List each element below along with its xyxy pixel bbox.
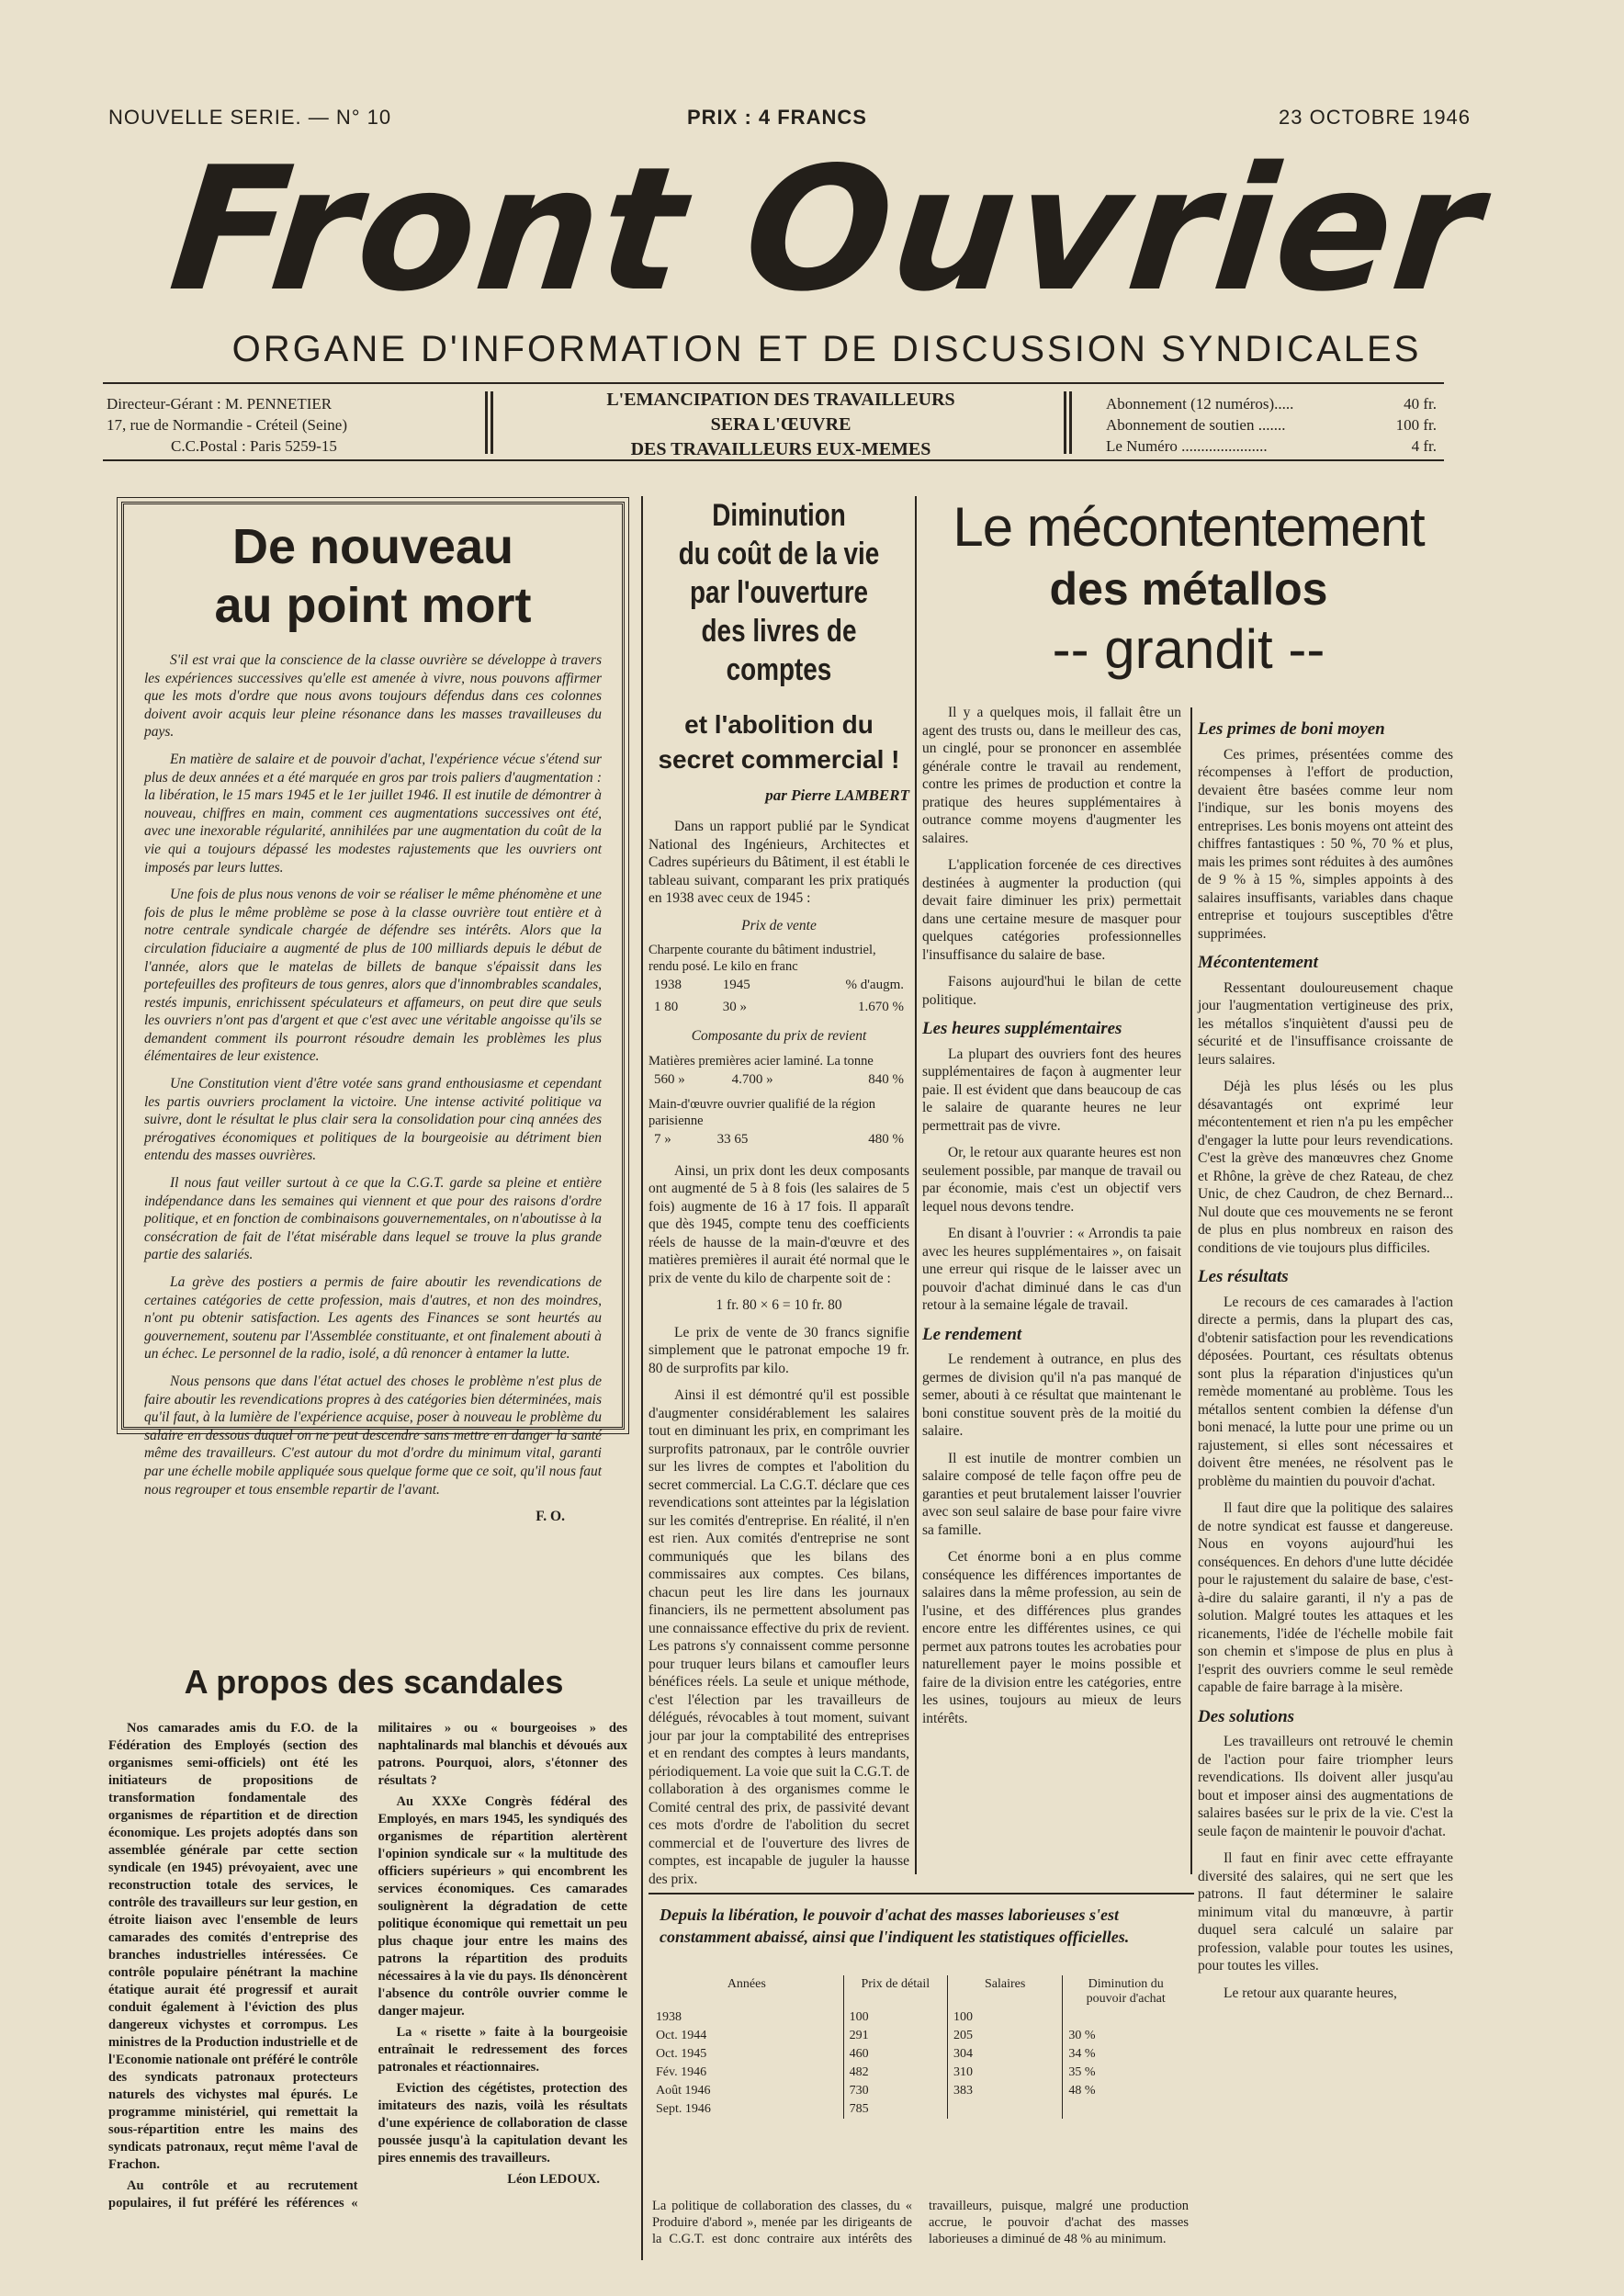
- table-header-cell: Prix de détail: [843, 1975, 947, 2008]
- table-header-cell: 1945: [722, 978, 750, 992]
- paragraph: S'il est vrai que la conscience de la classe ouvrière se développe à travers les expériences successives qu'elle est amenée à vivre, nous pouvons affirmer que les mots d'ordre que nous avons toujours défendus dans ces colonnes doivent avoir acquis leur pleine résonance dans les masses travailleuses du pays.: [144, 652, 602, 741]
- table-item: Charpente courante du bâtiment industriel, rendu posé. Le kilo en franc: [648, 943, 876, 974]
- paragraph: Au contrôle et au recrutement populaires, il fut préféré les références « militaires » ou « bourgeoises » des naphtalinards mal blanchis et dévoués aux patrons. Pourquoi, alors, s'étonner des résultats ?: [108, 1721, 627, 2211]
- editorial-title-line: au point mort: [214, 578, 532, 633]
- table-title: Composante du prix de revient: [691, 1028, 867, 1044]
- metallos-column-1: [922, 704, 1181, 1736]
- cost-title: [651, 496, 908, 689]
- paragraph: Dans un rapport publié par le Syndicat National des Ingénieurs, Architectes et Cadres supérieurs du Bâtiment, il est établi le tableau suivant, comparant les prix pratiqués en 1938 avec ceux de 1945 :: [648, 819, 909, 906]
- paragraph: L'application forcenée de ces directives destinées à augmenter la production (qui devait faire diminuer les prix) permettait dans une certaine mesure de masquer pour quelques catégories professionnelles l'insuffisance du salaire de base.: [922, 857, 1181, 963]
- table-cell: 4.700 »: [731, 1071, 773, 1087]
- paragraph: Ressentant douloureusement chaque jour l'augmentation vertigineuse des prix, les métallos s'inquiètent d'aussi peu de sécurité et de l'insuffisance croissante de leurs salaires.: [1198, 979, 1453, 1068]
- table-cell: [1063, 2008, 1189, 2027]
- table-cell: 1938: [656, 2010, 682, 2024]
- masthead-subtitle: ORGANE D'INFORMATION ET DE DISCUSSION SYNDICALES: [231, 329, 1422, 369]
- table-cell: Oct. 1945: [656, 2047, 707, 2061]
- table-cell: [947, 2100, 1062, 2119]
- table-item: Main-d'œuvre ouvrier qualifié de la région parisienne: [648, 1097, 876, 1128]
- paragraph: Le prix de vente de 30 francs signifie simplement que le patronat empoche 19 fr. 80 de surprofits par kilo.: [648, 1324, 909, 1376]
- table-row: [648, 1069, 909, 1091]
- paragraph: En matière de salaire et de pouvoir d'achat, l'expérience vécue s'étend sur plus de deux années et a été marquée en gros par trois paliers d'augmentation : la libération, le 15 mars 1945 et le 1er juillet 1946. Il est inutile de démontrer à nouveau, chiffres en main, comment ces augmentations successives ont été, avec une inexorable régularité, annihilées par une augmentation du coût de la vie qui a toujours dépassé les modestes rajustements que les ouvriers ont imposés par leurs luttes.: [144, 751, 602, 876]
- divider: [491, 391, 493, 454]
- paragraph: La « risette » faite à la bourgeoisie entraînait le redressement des forces patronales et réactionnaires.: [378, 2025, 627, 2075]
- table-cell: 100: [947, 2008, 1062, 2027]
- series-number: NOUVELLE SERIE. — N° 10: [108, 106, 392, 129]
- table-cell: 34 %: [1063, 2045, 1189, 2064]
- table-cell: 460: [843, 2045, 947, 2064]
- table-row: [650, 2082, 1189, 2100]
- masthead-title: Front Ouvrier: [162, 130, 1492, 329]
- subscription-info: [1106, 393, 1437, 457]
- motto-line: DES TRAVAILLEURS EUX-MEMES: [630, 439, 931, 459]
- table-cell: 785: [843, 2100, 947, 2119]
- issue-date: 23 OCTOBRE 1946: [1279, 106, 1472, 129]
- director-info: [107, 393, 474, 457]
- section-heading: Les heures supplémentaires: [922, 1019, 1122, 1038]
- table-cell: 304: [947, 2045, 1062, 2064]
- paragraph: Eviction des cégétistes, protection des imitateurs des nazis, voilà les résultats d'une expérience de collaboration de classe poussée jusqu'à la capitulation devant les pires ennemis des travailleurs.: [378, 2081, 627, 2166]
- subscription-label: Abonnement (12 numéros).....: [1106, 395, 1294, 413]
- editorial-box: [121, 502, 625, 1525]
- table-cell: 1 80: [654, 999, 679, 1014]
- table-cell: 30 »: [722, 999, 748, 1014]
- paragraph: Il est inutile de montrer combien un salaire composé de telle façon offre peu de garanties et peut brutalement laisser l'ouvrier avec son seul salaire de base pour faire vivre sa famille.: [922, 1450, 1181, 1538]
- table-cell: Oct. 1944: [656, 2029, 707, 2042]
- metallos-title-line3: -- grandit --: [1052, 618, 1325, 680]
- cost-of-living-article: [648, 496, 909, 1897]
- formula: 1 fr. 80 × 6 = 10 fr. 80: [716, 1297, 842, 1313]
- paragraph: Cet énorme boni a en plus comme conséquence les différences importantes de salaires dans la même profession, au sein de l'usine, et des différences plus grandes encore entre les différentes usines, ce qui permet aux patrons toutes les acrobaties pour naturellement payer le moins possible et faire de la division entre les catégories, entre les usines, toujours au mieux de leurs intérêts.: [922, 1549, 1181, 1726]
- table-row: [650, 2027, 1189, 2045]
- paragraph: Au XXXe Congrès fédéral des Employés, en mars 1945, les syndiqués des organismes de répartition alertèrent l'opinion syndicale sur « la multitude des officiers supérieurs » qui encombrent les services économiques. Ces camarades soulignèrent la dégradation de cette politique économique qui remettait un peu plus chaque jour entre les mains des patrons la répartition des produits nécessaires à la vie du pays. Ils dénoncèrent l'absence du contrôle ouvrier comme le danger majeur.: [378, 1794, 627, 2019]
- cost-title-line: Diminution: [712, 498, 846, 533]
- paragraph: La plupart des ouvriers font des heures supplémentaires de façon à augmenter leur paie. Il est évident que dans beaucoup de cas le salaire de quarante heures ne leur permettrait pas de vivre.: [922, 1046, 1181, 1134]
- table-cell: 291: [843, 2027, 947, 2045]
- scandals-signature: Léon LEDOUX.: [507, 2172, 600, 2187]
- scandals-title: A propos des scandales: [184, 1663, 564, 1701]
- scandals-body: [108, 1720, 627, 2277]
- table-cell: 205: [947, 2027, 1062, 2045]
- paragraph: Déjà les plus lésés ou les plus désavantagés ont exprimé leur mécontentement et rien n'a pu les empêcher d'engager la lutte pour leurs revendications. C'est la grève des manœuvres chez Gnome et Rhône, la grève de chez Rateau, de chez Unic, de chez Caudron, de chez Bernard... Nul doute que ces mouvements ne se feront de plus en plus nombreux en raison des conditions de vie toujours plus difficiles.: [1198, 1079, 1453, 1256]
- subscription-price: 100 fr.: [1395, 416, 1437, 434]
- paragraph: Les travailleurs ont retrouvé le chemin de l'action pour faire triompher leurs revendications. Ils doivent aller jusqu'au bout et imposer ainsi des augmentations de salaires basées sur le prix de la vie. C'est la seule façon de maintenir le pouvoir d'achat.: [1198, 1734, 1453, 1839]
- cost-title-line: secret commercial !: [658, 745, 900, 774]
- paragraph: Le retour aux quarante heures,: [1224, 1985, 1397, 2001]
- table-cell: 730: [843, 2082, 947, 2100]
- table-cell: 48 %: [1063, 2082, 1189, 2100]
- editorial-title-line: De nouveau: [231, 519, 514, 574]
- subscription-price: 4 fr.: [1411, 437, 1437, 455]
- table-header-cell: % d'augm.: [845, 978, 904, 992]
- table-header-row: [650, 1975, 1189, 2008]
- header-rule-top: [103, 382, 1444, 384]
- column-divider: [1190, 707, 1192, 1874]
- table-row: [650, 2045, 1189, 2064]
- subscription-label: Abonnement de soutien .......: [1106, 416, 1286, 434]
- editorial-body: [144, 651, 602, 1526]
- director-name: Directeur-Gérant : M. PENNETIER: [107, 395, 333, 413]
- metallos-title-line2: des métallos: [1049, 563, 1328, 615]
- metallos-column-2: [1198, 709, 1453, 2011]
- table-cell: 840 %: [868, 1071, 904, 1087]
- paragraph: Le recours de ces camarades à l'action directe a permis, dans la plupart des cas, d'obtenir satisfaction pour les revendications déposées. Pourtant, ces résultats obtenus sont plus la réparation d'injustices qu'un remède momentané au problème. Tous les métallos sentent combien la défense d'un boni menacé, la lutte pour une prime ou un rajustement, si elles sont nécessaires et doivent être menées, ne résolvent pas le problème du maintien du pouvoir d'achat.: [1198, 1294, 1453, 1489]
- divider: [485, 391, 488, 454]
- table-row: [650, 2008, 1189, 2027]
- section-heading: Les primes de boni moyen: [1198, 719, 1385, 739]
- cost-title-line: et l'abolition du: [684, 710, 874, 739]
- paragraph: Le rendement à outrance, en plus des germes de division qu'il n'a pas manqué de semer, abouti à ce résultat que maintenant le boni constitue souvent près de la moitié du salaire.: [922, 1352, 1181, 1439]
- price-table: [648, 1069, 909, 1091]
- table-cell: Août 1946: [656, 2084, 711, 2098]
- table-row: [648, 1129, 909, 1151]
- paragraph: Il y a quelques mois, il fallait être un agent des trusts ou, dans le meilleur des cas, un cinglé, pour se prononcer en assemblée générale contre le travail au rendement, contre les primes de production et contre la pratique des heures supplémentaires à outrance comme moyens d'augmenter les salaires.: [922, 705, 1181, 846]
- table-header-row: [648, 975, 909, 997]
- table-header-cell: Années: [727, 1977, 766, 1991]
- paragraph: Il nous faut veiller surtout à ce que la C.G.T. garde sa pleine et entière indépendance dans les semaines qui viennent et que pour des raisons d'ordre politique, et en fonction de combinaisons gouvernementales, on n'aboutisse à la consécration de fait de l'état misérable dans lequel se trouve la plus grande partie des salariés.: [144, 1175, 602, 1263]
- table-title: Prix de vente: [741, 917, 817, 933]
- paragraph: Or, le retour aux quarante heures est non seulement possible, par manque de travail ou par économie, mais c'est un objectif vers lequel nous devons tendre.: [922, 1145, 1181, 1215]
- table-cell: 100: [843, 2008, 947, 2027]
- stat-caption: La politique de collaboration des classes, du « Produire d'abord », menée par les dirigeants de la C.G.T. est donc contraire aux intérêts des travailleurs, puisque, malgré une production accrue, le pouvoir d'achat des masses laborieuses a diminué de 48 % au minimum.: [652, 2199, 1189, 2246]
- cost-title-line: des livres de comptes: [701, 614, 857, 687]
- editorial-signature: F. O.: [536, 1509, 565, 1525]
- price: PRIX : 4 FRANCS: [687, 106, 867, 129]
- section-heading: Des solutions: [1198, 1706, 1295, 1726]
- paragraph: Il faut en finir avec cette effrayante diversité des salaires, qui ne sert que les patrons. Il faut déterminer le salaire minimum vital du manœuvre, à partir duquel sera calculé un salaire par profession, valable pour toutes les usines, pour toutes les villes.: [1198, 1850, 1453, 1974]
- paragraph: Ainsi, un prix dont les deux composants ont augmenté de 5 à 8 fois (les salaires de 5 fois) augmente de 16 à 17 fois. Il apparaît que dès 1945, compte tenu des coefficients réels de hausse de la main-d'œuvre et des matières premières il aurait été normal que le prix de vente du kilo de charpente soit de :: [648, 1162, 909, 1286]
- table-cell: 30 %: [1063, 2027, 1189, 2045]
- motto-line: L'EMANCIPATION DES TRAVAILLEURS: [606, 390, 955, 410]
- postal-account: C.C.Postal : Paris 5259-15: [171, 437, 337, 455]
- table-row: [648, 997, 909, 1019]
- table-cell: 480 %: [868, 1132, 904, 1147]
- byline: par Pierre LAMBERT: [765, 786, 909, 804]
- motto: [514, 388, 1047, 462]
- metallos-headline: [922, 494, 1455, 682]
- divider: [1064, 391, 1066, 454]
- director-address: 17, rue de Normandie - Créteil (Seine): [107, 416, 347, 434]
- cost-body: [648, 818, 909, 1888]
- paragraph: Une Constitution vient d'être votée sans grand enthousiasme et cependant les partis ouvriers proclament la victoire. Une intense activité politique va suivre, dont le résultat le plus clair sera la consolidation pour cinq années des prérogatives économiques et politiques de la bourgeoisie au détriment bien entendu des masses ouvrières.: [144, 1076, 602, 1164]
- table-row: [650, 2064, 1189, 2082]
- table-cell: 482: [843, 2064, 947, 2082]
- divider: [1069, 391, 1072, 454]
- table-cell: 383: [947, 2082, 1062, 2100]
- paragraph: Il faut dire que la politique des salaires de notre syndicat est fausse et dangereuse. Nous en voyons aujourd'hui les conséquences. En dehors d'une lutte décidée pour le rajustement du salaire de base, c'est-à-dire du salaire garanti, il n'y a pas de solution. Malgré toutes les attaques et les ricanements, l'idée de l'échelle mobile fait son chemin et s'impose de plus en plus à l'esprit des ouvriers comme le seul remède capable de faire barrage à la misère.: [1198, 1500, 1453, 1695]
- cost-title-line: du coût de la vie: [678, 537, 880, 571]
- table-cell: 310: [947, 2064, 1062, 2082]
- section-heading: Mécontentement: [1198, 953, 1318, 972]
- table-cell: [1063, 2100, 1189, 2119]
- paragraph: En disant à l'ouvrier : « Arrondis ta paie avec les heures supplémentaires », on faisait une erreur qui risque de le laisser avec un pouvoir d'achat diminué dans le cas d'un retour à la semaine légale de travail.: [922, 1226, 1181, 1313]
- table-cell: 1.670 %: [858, 999, 904, 1014]
- paragraph: Ainsi il est démontré qu'il est possible d'augmenter considérablement les salaires tout en diminuant les prix, en comprimant les surprofits patronaux, par le contrôle ouvrier sur les livres de comptes et l'abolition du secret commercial. La C.G.T. déclare que ces revendications sont atteintes par la législation sur les comités d'entreprise. En réalité, il n'en est rien. Aux comités d'entreprise ne sont communiqués que les bilans des commissaires aux comptes. Ces bilans, chacun peut les lire dans les journaux financiers, ils ne permettent absolument pas une connaissance effective du prix de revient. Les patrons s'y connaissent comme personne pour truquer leurs bilans et camoufler leurs bénéfices réels. La seule et unique méthode, c'est l'élection par les travailleurs de délégués, révocables à tout moment, suivant jour par jour la comptabilité des entreprises et en rendant des comptes à leurs mandants, périodiquement. La voie que suit la C.G.T. de collaboration à des organismes comme le Comité central des prix, de passivité devant ces mots d'ordre de l'abolition du secret commercial et de l'ouverture des livres de comptes, est incapable de juguler la hausse des prix.: [648, 1387, 909, 1887]
- table-header-cell: Salaires: [947, 1975, 1062, 2008]
- table-item: Matières premières acier laminé. La tonne: [648, 1053, 874, 1069]
- table-header-cell: Diminution du pouvoir d'achat: [1063, 1975, 1189, 2008]
- paragraph: La grève des postiers a permis de faire aboutir les revendications de certaines catégories de cette profession, mais d'autres, et non des moindres, n'ont pu obtenir satisfaction. Les agents des Finances se sont heurtés au gouvernement, soutenu par l'Assemblée constituante, et ont finalement abouti à un échec. Le personnel de la radio, isolé, a dû renoncer à entamer la lutte.: [144, 1274, 602, 1363]
- subscription-label: Le Numéro ......................: [1106, 437, 1268, 455]
- table-row: [650, 2100, 1189, 2119]
- table-cell: Sept. 1946: [656, 2102, 711, 2116]
- table-cell: 560 »: [654, 1071, 685, 1087]
- section-heading: Le rendement: [922, 1324, 1022, 1344]
- cost-title-line: par l'ouverture: [689, 575, 869, 610]
- header-rule-bottom: [103, 459, 1444, 461]
- paragraph: Nos camarades amis du F.O. de la Fédération des Employés (section des organismes semi-officiels) ont été les initiateurs de propositions de transformation fondamentale des organismes de répartition et de direction économique. Les projets adoptés dans son assemblée générale par cette section syndicale (en 1945) prévoyaient, avec une reconstruction totale des services, le contrôle des travailleurs sur leur gestion, en étroite liaison avec l'ensemble de leurs camarades des comités d'entreprise des branches industrielles intéressées. Ce contrôle populaire pénétrant la machine étatique aurait été progressif et aurait conduit également à l'éviction des plus dangereux vichystes et corrompus. Les ministres de la Production industrielle et de l'Economie nationale ont préféré le contrôle des syndicats patronaux protecteurs naturels des vichystes mal épurés. Le programme ministériel, qui remettait la sous-répartition entre les mains des syndicats patronaux, reçut même l'aval de Frachon.: [108, 1721, 358, 2172]
- purchasing-power-table: [650, 1975, 1189, 2119]
- section-heading: Les résultats: [1198, 1267, 1289, 1286]
- paragraph: Ces primes, présentées comme des récompenses à l'effort de production, devaient être basées comme leur nom l'indique, sur les bonis moyens des entreprises. Les bonis moyens ont atteint des chiffres fantastiques : 50 %, 70 % et plus, mais les primes sont réduites à des aumônes de 9 % à 15 %, simples appoints à des salaires insuffisants, variables dans chaque entreprise et toujours susceptibles d'être supprimées.: [1198, 746, 1453, 942]
- subscription-price: 40 fr.: [1404, 395, 1437, 413]
- paragraph: Une fois de plus nous venons de voir se réaliser le même phénomène et une fois de plus le même problème se pose à la classe ouvrière tout entière et à notre centrale syndicale chargée de défendre ses intérêts. Alors que la circulation fiduciaire a augmenté de plus de 100 milliards depuis le début de l'année, alors que le matelas de billets de banque s'épaissit dans les portefeuilles des profiteurs de tous genres, alors que d'innombrables scandales, restés impunis, enrichissent spéculateurs et affameurs, on peut dire que seuls les ouvriers n'ont pas d'argent et que c'est avec une véritable angoisse qu'ils se demandent comment ils pourront résoudre demain les problèmes les plus élémentaires de leur existence.: [144, 887, 602, 1065]
- cost-title-2: [648, 707, 909, 777]
- table-header-cell: 1938: [654, 978, 682, 992]
- price-table: [648, 1129, 909, 1151]
- editorial-title: [144, 517, 602, 635]
- table-cell: Fév. 1946: [656, 2065, 707, 2079]
- table-cell: 33 65: [716, 1132, 749, 1147]
- paragraph: Faisons aujourd'hui le bilan de cette politique.: [922, 974, 1181, 1008]
- metallos-title-line1: Le mécontentement: [953, 496, 1425, 558]
- paragraph: Nous pensons que dans l'état actuel des choses le problème n'est plus de faire aboutir les revendications propres à des catégories bien déterminées, mais qu'il faut, à la lumière de l'expérience acquise, poser à nouveau le problème du salaire en dessous duquel on ne peut descendre sans mettre en danger la santé même des travailleurs. C'est autour du mot d'ordre du minimum vital, garanti par une échelle mobile appliquée sous quelque forme que ce soit, qu'il nous faut nous regrouper et tous ensemble repartir de l'avant.: [144, 1373, 602, 1498]
- price-table: [648, 975, 909, 1018]
- motto-line: SERA L'ŒUVRE: [710, 414, 851, 435]
- column-divider: [641, 496, 643, 2260]
- column-divider: [915, 496, 917, 1874]
- table-cell: 7 »: [654, 1132, 671, 1147]
- table-cell: 35 %: [1063, 2064, 1189, 2082]
- stat-headline: Depuis la libération, le pouvoir d'achat des masses laborieuses s'est constamment abaissé, ainsi que l'indiquent les statistiques officielles.: [660, 1906, 1130, 1946]
